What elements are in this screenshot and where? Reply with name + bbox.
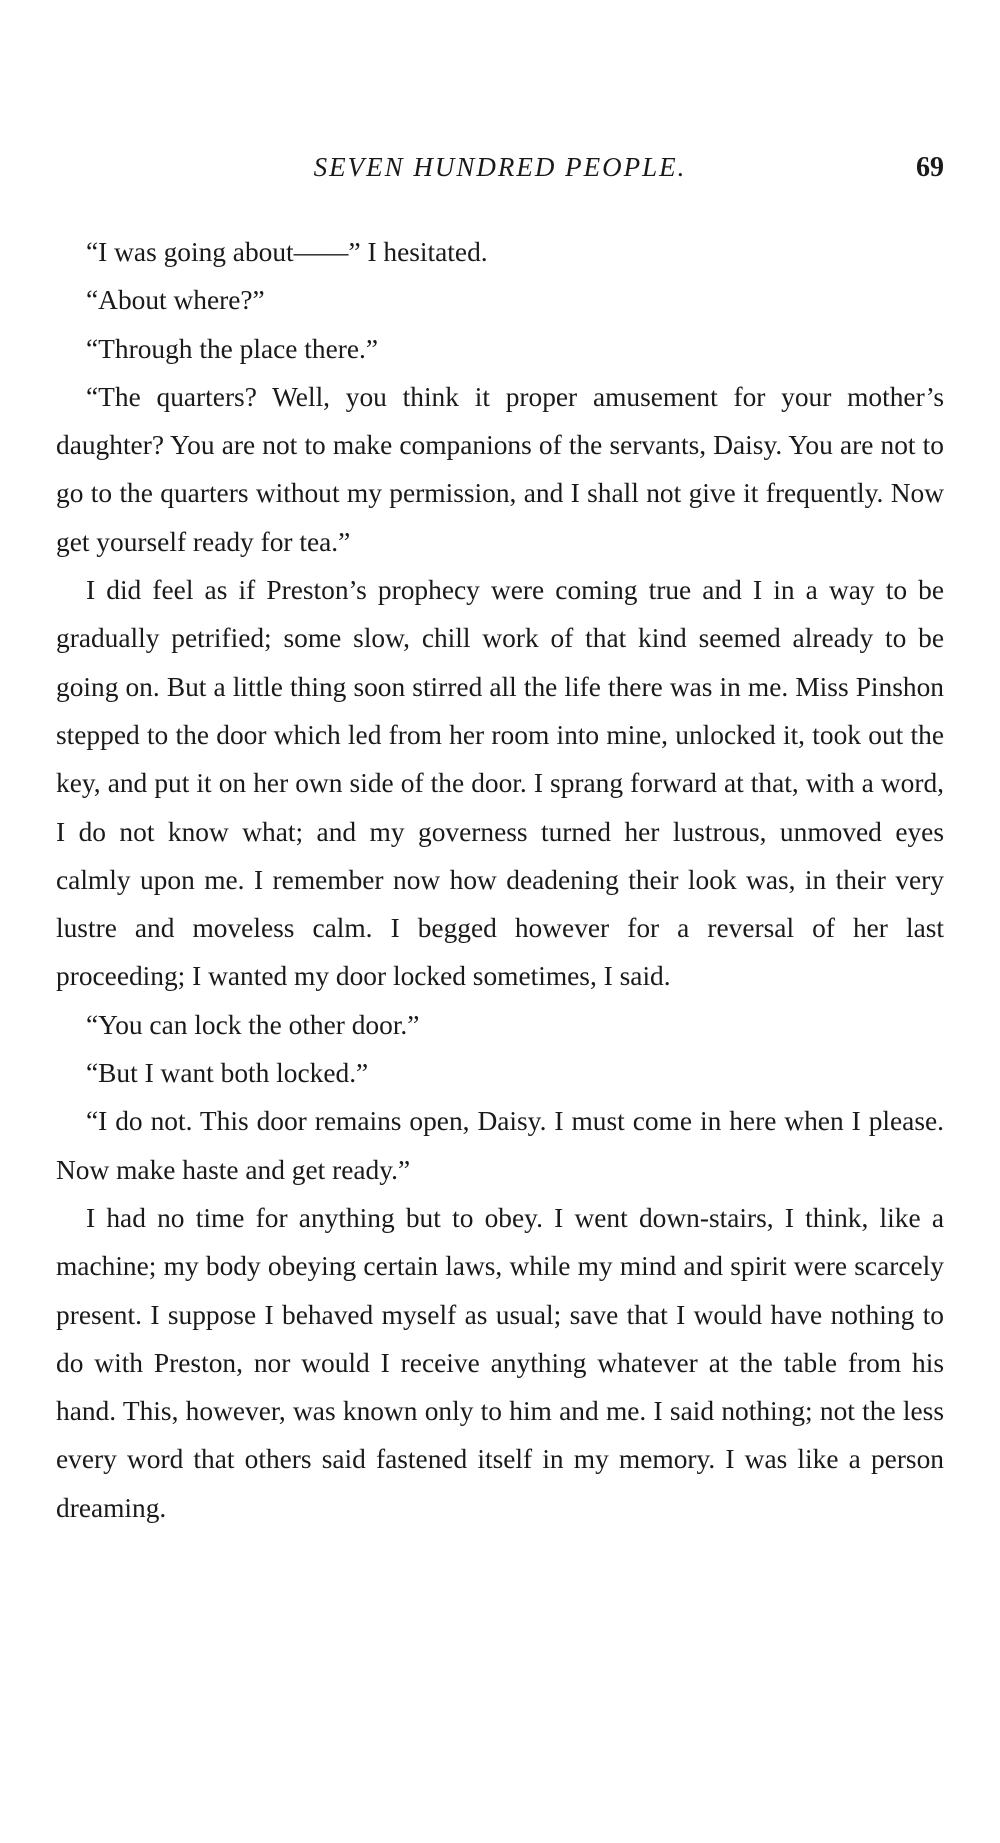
body-text: [56, 228, 944, 1532]
page-number: 69: [916, 152, 944, 183]
running-title: SEVEN HUNDRED PEOPLE.: [313, 152, 687, 182]
paragraph-9: I had no time for anything but to obey. I went down-stairs, I think, like a machine; my body obeying certain laws, while my mind and spirit were scarcely present. I suppose I behaved myself as usual; save that I would have nothing to do with Preston, nor would I receive anything whatever at the table from his hand. This, however, was known only to him and me. I said nothing; not the less every word that others said fastened itself in my memory. I was like a person dreaming.: [56, 1202, 944, 1523]
paragraph-8: “I do not. This door remains open, Daisy. I must come in here when I please. Now make haste and get ready.”: [56, 1106, 944, 1185]
paragraph-7: “But I want both locked.”: [86, 1058, 369, 1089]
paragraph-3: “Through the place there.”: [86, 333, 379, 364]
paragraph-5: I did feel as if Preston’s prophecy were coming true and I in a way to be gradually petrified; some slow, chill work of that kind seemed already to be going on. But a little thing soon stirred all the life there was in me. Miss Pinshon stepped to the door which led from her room into mine, unlocked it, took out the key, and put it on her own side of the door. I sprang forward at that, with a word, I do not know what; and my governess turned her lustrous, unmoved eyes calmly upon me. I remember now how deadening their look was, in their very lustre and moveless calm. I begged however for a reversal of her last proceeding; I wanted my door locked sometimes, I said.: [56, 575, 944, 992]
paragraph-2: “About where?”: [86, 285, 265, 316]
paragraph-4: “The quarters? Well, you think it proper amusement for your mother’s daughter? You are not to make companions of the servants, Daisy. You are not to go to the quarters without my permission, and I shall not give it frequently. Now get yourself ready for tea.”: [56, 381, 944, 557]
paragraph-6: “You can lock the other door.”: [86, 1009, 420, 1040]
paragraph-1: “I was going about——” I hesitated.: [86, 237, 488, 267]
running-head: [56, 152, 944, 192]
